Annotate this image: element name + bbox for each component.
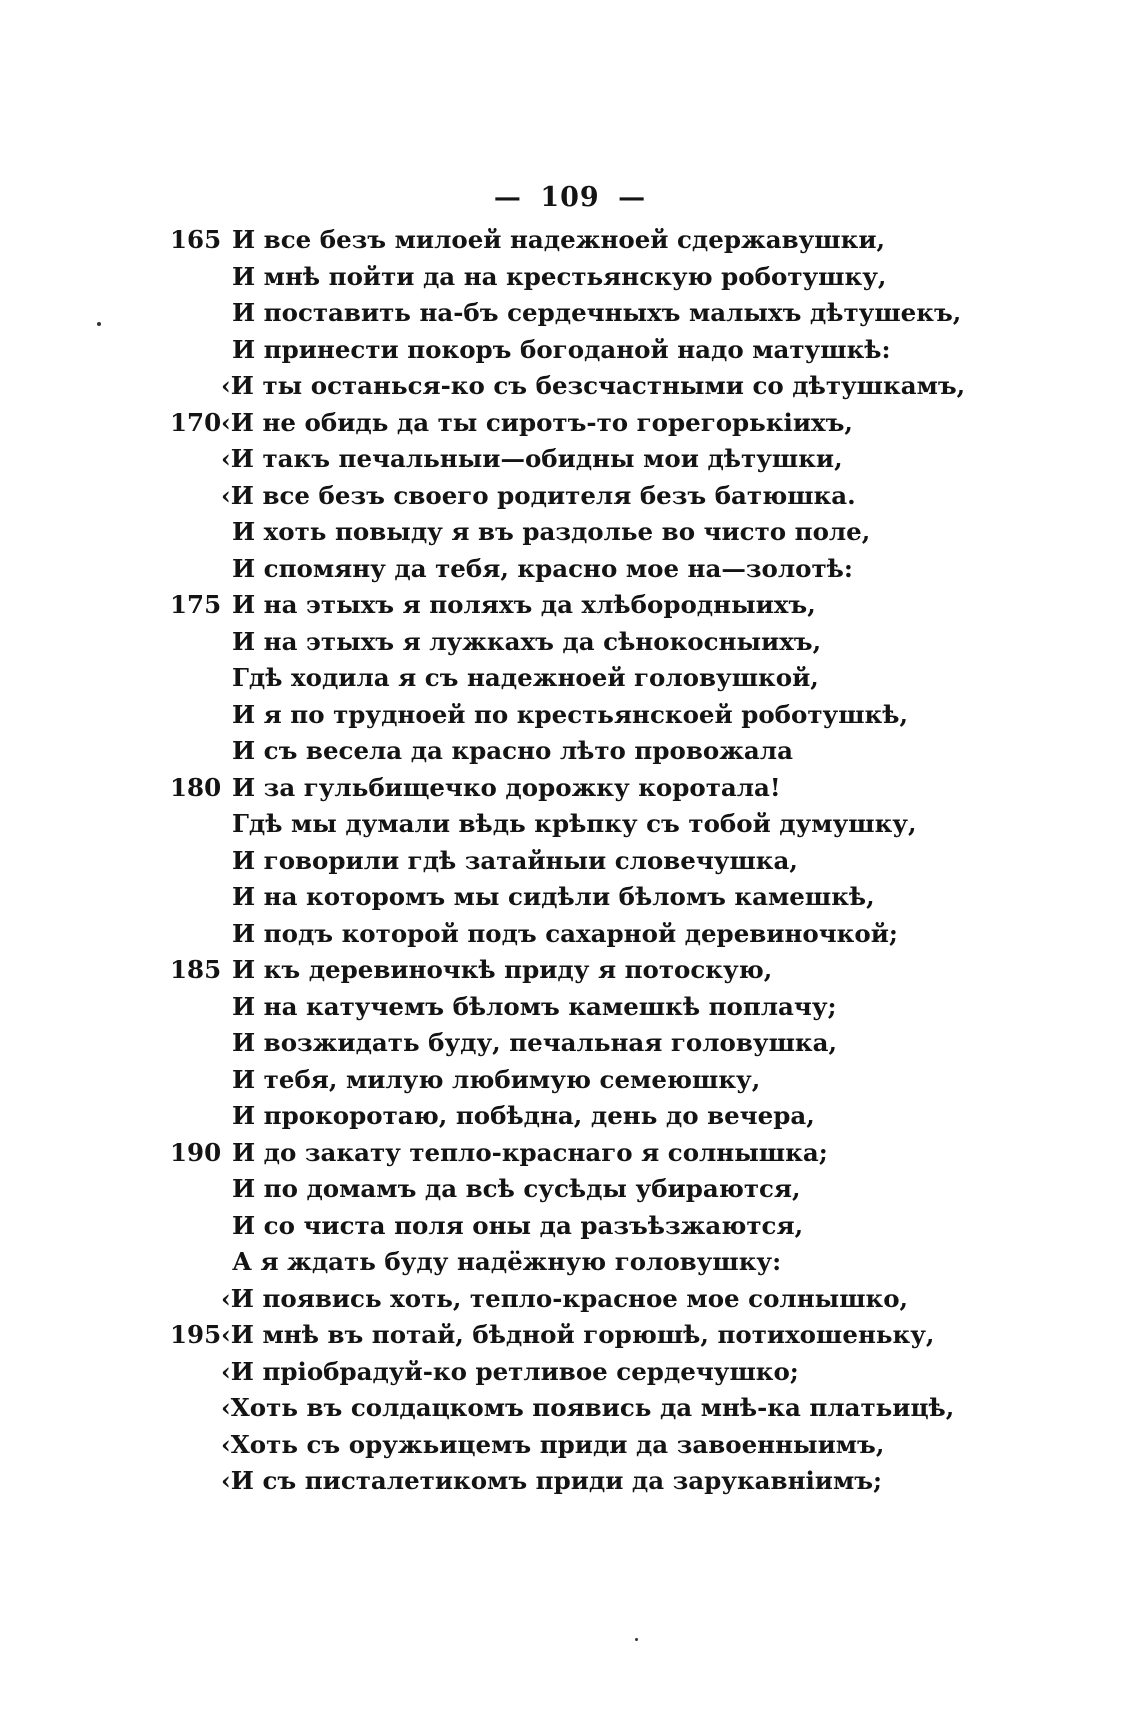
- verse-text: ‹И такъ печальныи—обидны мои дѣтушки,: [221, 444, 843, 473]
- verse-line: [0, 1427, 1140, 1464]
- page-number: [0, 183, 1140, 213]
- verse-line: [0, 259, 1140, 296]
- verse-line: [0, 1025, 1140, 1062]
- line-number: 180: [170, 772, 222, 802]
- verse-line: [0, 843, 1140, 880]
- verse-line: [0, 368, 1140, 405]
- verse-line: [0, 1171, 1140, 1208]
- verse-text: ‹Хоть съ оружьицемъ приди да завоенныимъ,: [221, 1429, 885, 1459]
- verse-line: [0, 1354, 1140, 1391]
- verse-text: И за гульбищечко дорожку коротала!: [232, 772, 781, 802]
- verse-line: [0, 1244, 1140, 1281]
- page-number-value: 109: [540, 182, 600, 213]
- verse-text: Гдѣ ходила я съ надежноей головушкой,: [232, 663, 819, 692]
- line-number: 190: [170, 1137, 222, 1167]
- verse-line: [0, 770, 1140, 807]
- verse-line: [0, 1390, 1140, 1427]
- verse-line: [0, 660, 1140, 697]
- verse-text: И принести покоръ богоданой надо матушкѣ:: [232, 334, 891, 364]
- verse-text: И возжидать буду, печальная головушка,: [232, 1028, 837, 1057]
- verse-line: [0, 514, 1140, 551]
- verse-text: И мнѣ пойти да на крестьянскую роботушку,: [232, 261, 887, 291]
- verse-text: И на катучемъ бѣломъ камешкѣ поплачу;: [232, 991, 837, 1021]
- verse-line: [0, 1463, 1140, 1500]
- verse-line: [0, 587, 1140, 624]
- verse-line: [0, 624, 1140, 661]
- verse-line: [0, 1062, 1140, 1099]
- verse-line: [0, 332, 1140, 369]
- verse-line: [0, 1208, 1140, 1245]
- verse-text: И поставить на-бъ сердечныхъ малыхъ дѣтушекъ,: [232, 298, 962, 327]
- verse-line: [0, 879, 1140, 916]
- verse-text: И прокоротаю, побѣдна, день до вечера,: [232, 1101, 815, 1130]
- verse-text: И на которомъ мы сидѣли бѣломъ камешкѣ,: [232, 882, 875, 911]
- verse-text: И подъ которой подъ сахарной деревиночкой;: [232, 918, 898, 948]
- verse-line: [0, 733, 1140, 770]
- verse-line: [0, 806, 1140, 843]
- verse-text: И спомяну да тебя, красно мое на—золотѣ:: [232, 553, 853, 583]
- verse-text: И на этыхъ я поляхъ да хлѣбородныихъ,: [232, 590, 816, 619]
- verse-text: ‹И не обидь да ты сиротъ-то горегорькіихъ,: [221, 407, 853, 437]
- verse-text: ‹И пріобрадуй-ко ретливое сердечушко;: [221, 1356, 799, 1386]
- verse-line: [0, 405, 1140, 442]
- page-number-dash-right: —: [618, 182, 647, 213]
- verse-text: И говорили гдѣ затайныи словечушка,: [232, 845, 798, 875]
- verse-line: [0, 916, 1140, 953]
- verse-text: И тебя, милую любимую семеюшку,: [232, 1064, 761, 1094]
- margin-speck: [97, 322, 101, 326]
- verse-text: ‹И появись хоть, тепло-красное мое солнышко,: [221, 1283, 909, 1313]
- line-number: 170: [170, 407, 222, 437]
- verse-line: [0, 295, 1140, 332]
- verse-line: [0, 989, 1140, 1026]
- verse-line: [0, 222, 1140, 259]
- verse-text: ‹И ты останься-ко съ безсчастными со дѣтушкамъ,: [221, 371, 966, 400]
- verse-line: [0, 1098, 1140, 1135]
- line-number: 185: [170, 955, 222, 984]
- verse-text: ‹Хоть въ солдацкомъ появись да мнѣ-ка платьицѣ,: [221, 1393, 955, 1422]
- verse-line: [0, 1317, 1140, 1354]
- verse-text: И съ весела да красно лѣто провожала: [232, 736, 793, 765]
- verse-line: [0, 551, 1140, 588]
- verse-text: И по домамъ да всѣ сусѣды убираются,: [232, 1174, 801, 1203]
- verse-line: [0, 441, 1140, 478]
- verse-line: [0, 478, 1140, 515]
- verse-text: Гдѣ мы думали вѣдь крѣпку съ тобой думушку,: [232, 809, 917, 838]
- verse-text: ‹И все безъ своего родителя безъ батюшка.: [221, 480, 856, 510]
- verse-text: ‹И мнѣ въ потай, бѣдной горюшѣ, потихошеньку,: [221, 1320, 935, 1349]
- line-number: 195: [170, 1320, 222, 1349]
- verse-text: И со чиста поля оны да разъѣзжаются,: [232, 1210, 804, 1240]
- verse-text: А я ждать буду надёжную головушку:: [232, 1247, 782, 1276]
- verse-text: И я по трудноей по крестьянскоей роботушкѣ,: [232, 699, 909, 729]
- line-number: 165: [170, 225, 222, 254]
- verse-line: [0, 697, 1140, 734]
- line-number: 175: [170, 590, 222, 619]
- verse-text: И все безъ милоей надежноей сдержавушки,: [232, 225, 886, 254]
- page-number-dash-left: —: [493, 182, 522, 213]
- verse-line: [0, 1281, 1140, 1318]
- verse-text: И на этыхъ я лужкахъ да сѣнокосныихъ,: [232, 626, 822, 656]
- verse-line: [0, 1135, 1140, 1172]
- verse-text: ‹И съ писталетикомъ приди да зарукавніимъ;: [221, 1466, 883, 1495]
- verse-text: И хоть повыду я въ раздолье во чисто поле,: [232, 517, 871, 546]
- verse-line: [0, 952, 1140, 989]
- margin-speck: [635, 1638, 638, 1641]
- verse-text: И къ деревиночкѣ приду я потоскую,: [232, 955, 773, 984]
- verse-text: И до закату тепло-краснаго я солнышка;: [232, 1137, 828, 1167]
- verse-block: [0, 222, 1140, 1500]
